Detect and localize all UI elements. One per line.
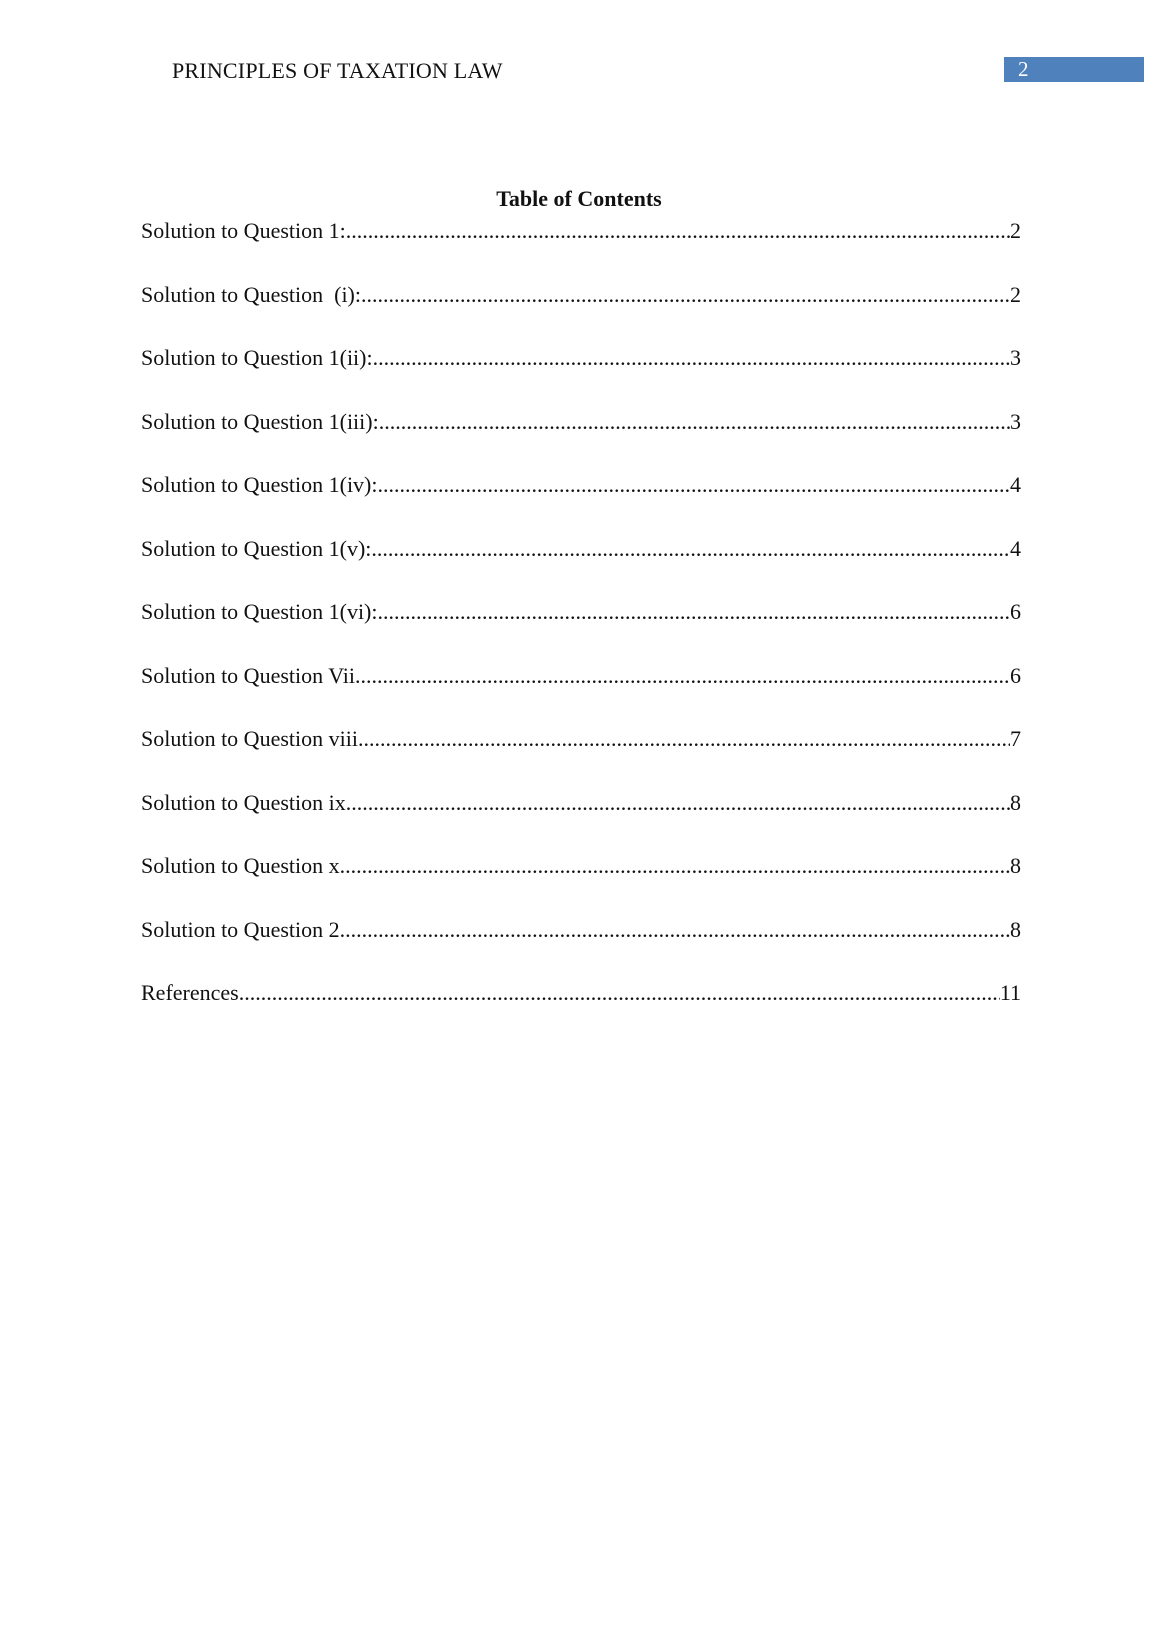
toc-entry-page: 2 [1010, 218, 1021, 243]
running-header-title: PRINCIPLES OF TAXATION LAW [172, 58, 503, 83]
toc-entry[interactable] [141, 790, 1021, 854]
toc-leader-dots [340, 917, 1010, 943]
toc-entry[interactable] [141, 980, 1021, 1044]
table-of-contents [141, 218, 1021, 1044]
toc-entry[interactable] [141, 853, 1021, 917]
toc-entry-label: Solution to Question viii [141, 726, 358, 751]
toc-entry-page: 2 [1010, 281, 1021, 307]
toc-entry-page: 11 [999, 980, 1021, 1005]
toc-entry-page: 8 [1010, 916, 1021, 942]
toc-entry-page: 3 [1010, 345, 1021, 370]
toc-entry-page: 8 [1010, 789, 1021, 815]
toc-entry-label: Solution to Question 1: [141, 218, 346, 243]
toc-entry[interactable] [141, 282, 1021, 346]
toc-entry[interactable] [141, 917, 1021, 981]
toc-entry-page: 4 [1010, 472, 1021, 497]
toc-entry-label: References [141, 980, 239, 1005]
toc-entry-page: 8 [1010, 853, 1021, 878]
toc-heading: Table of Contents [496, 186, 662, 211]
toc-entry[interactable] [141, 409, 1021, 473]
toc-leader-dots [361, 282, 1010, 308]
toc-entry[interactable] [141, 599, 1021, 663]
toc-leader-dots [378, 599, 1011, 625]
toc-entry[interactable] [141, 472, 1021, 536]
toc-entry[interactable] [141, 536, 1021, 600]
toc-entry-label: Solution to Question Vii [141, 662, 356, 688]
toc-entry-label: Solution to Question x [141, 853, 340, 878]
toc-leader-dots [379, 409, 1010, 435]
toc-leader-dots [346, 790, 1010, 816]
toc-entry-page: 4 [1010, 535, 1021, 561]
toc-entry-label: Solution to Question 1(v): [141, 535, 372, 561]
toc-leader-dots [239, 980, 1000, 1006]
toc-leader-dots [358, 726, 1010, 752]
toc-entry[interactable] [141, 345, 1021, 409]
toc-leader-dots [371, 536, 1010, 562]
toc-leader-dots [346, 218, 1010, 244]
toc-leader-dots [340, 853, 1010, 879]
toc-leader-dots [355, 663, 1010, 689]
toc-entry-label: Solution to Question 1(iii): [141, 408, 379, 434]
toc-entry-page: 6 [1010, 599, 1021, 624]
toc-entry[interactable] [141, 726, 1021, 790]
toc-entry-label: Solution to Question 1(vi): [141, 599, 378, 624]
toc-entry-page: 6 [1010, 662, 1021, 688]
toc-leader-dots [373, 345, 1010, 371]
toc-entry-label: Solution to Question 1(iv): [141, 472, 378, 497]
toc-entry-label: Solution to Question ix [141, 789, 346, 815]
toc-entry-page: 7 [1010, 726, 1021, 751]
toc-entry-label: Solution to Question (i): [141, 281, 361, 307]
toc-entry-label: Solution to Question 1(ii): [141, 345, 373, 370]
toc-leader-dots [378, 472, 1011, 498]
toc-entry[interactable] [141, 663, 1021, 727]
toc-entry[interactable] [141, 218, 1021, 282]
toc-entry-label: Solution to Question 2 [141, 916, 340, 942]
page-number-badge: 2 [1004, 57, 1144, 82]
toc-entry-page: 3 [1010, 408, 1021, 434]
